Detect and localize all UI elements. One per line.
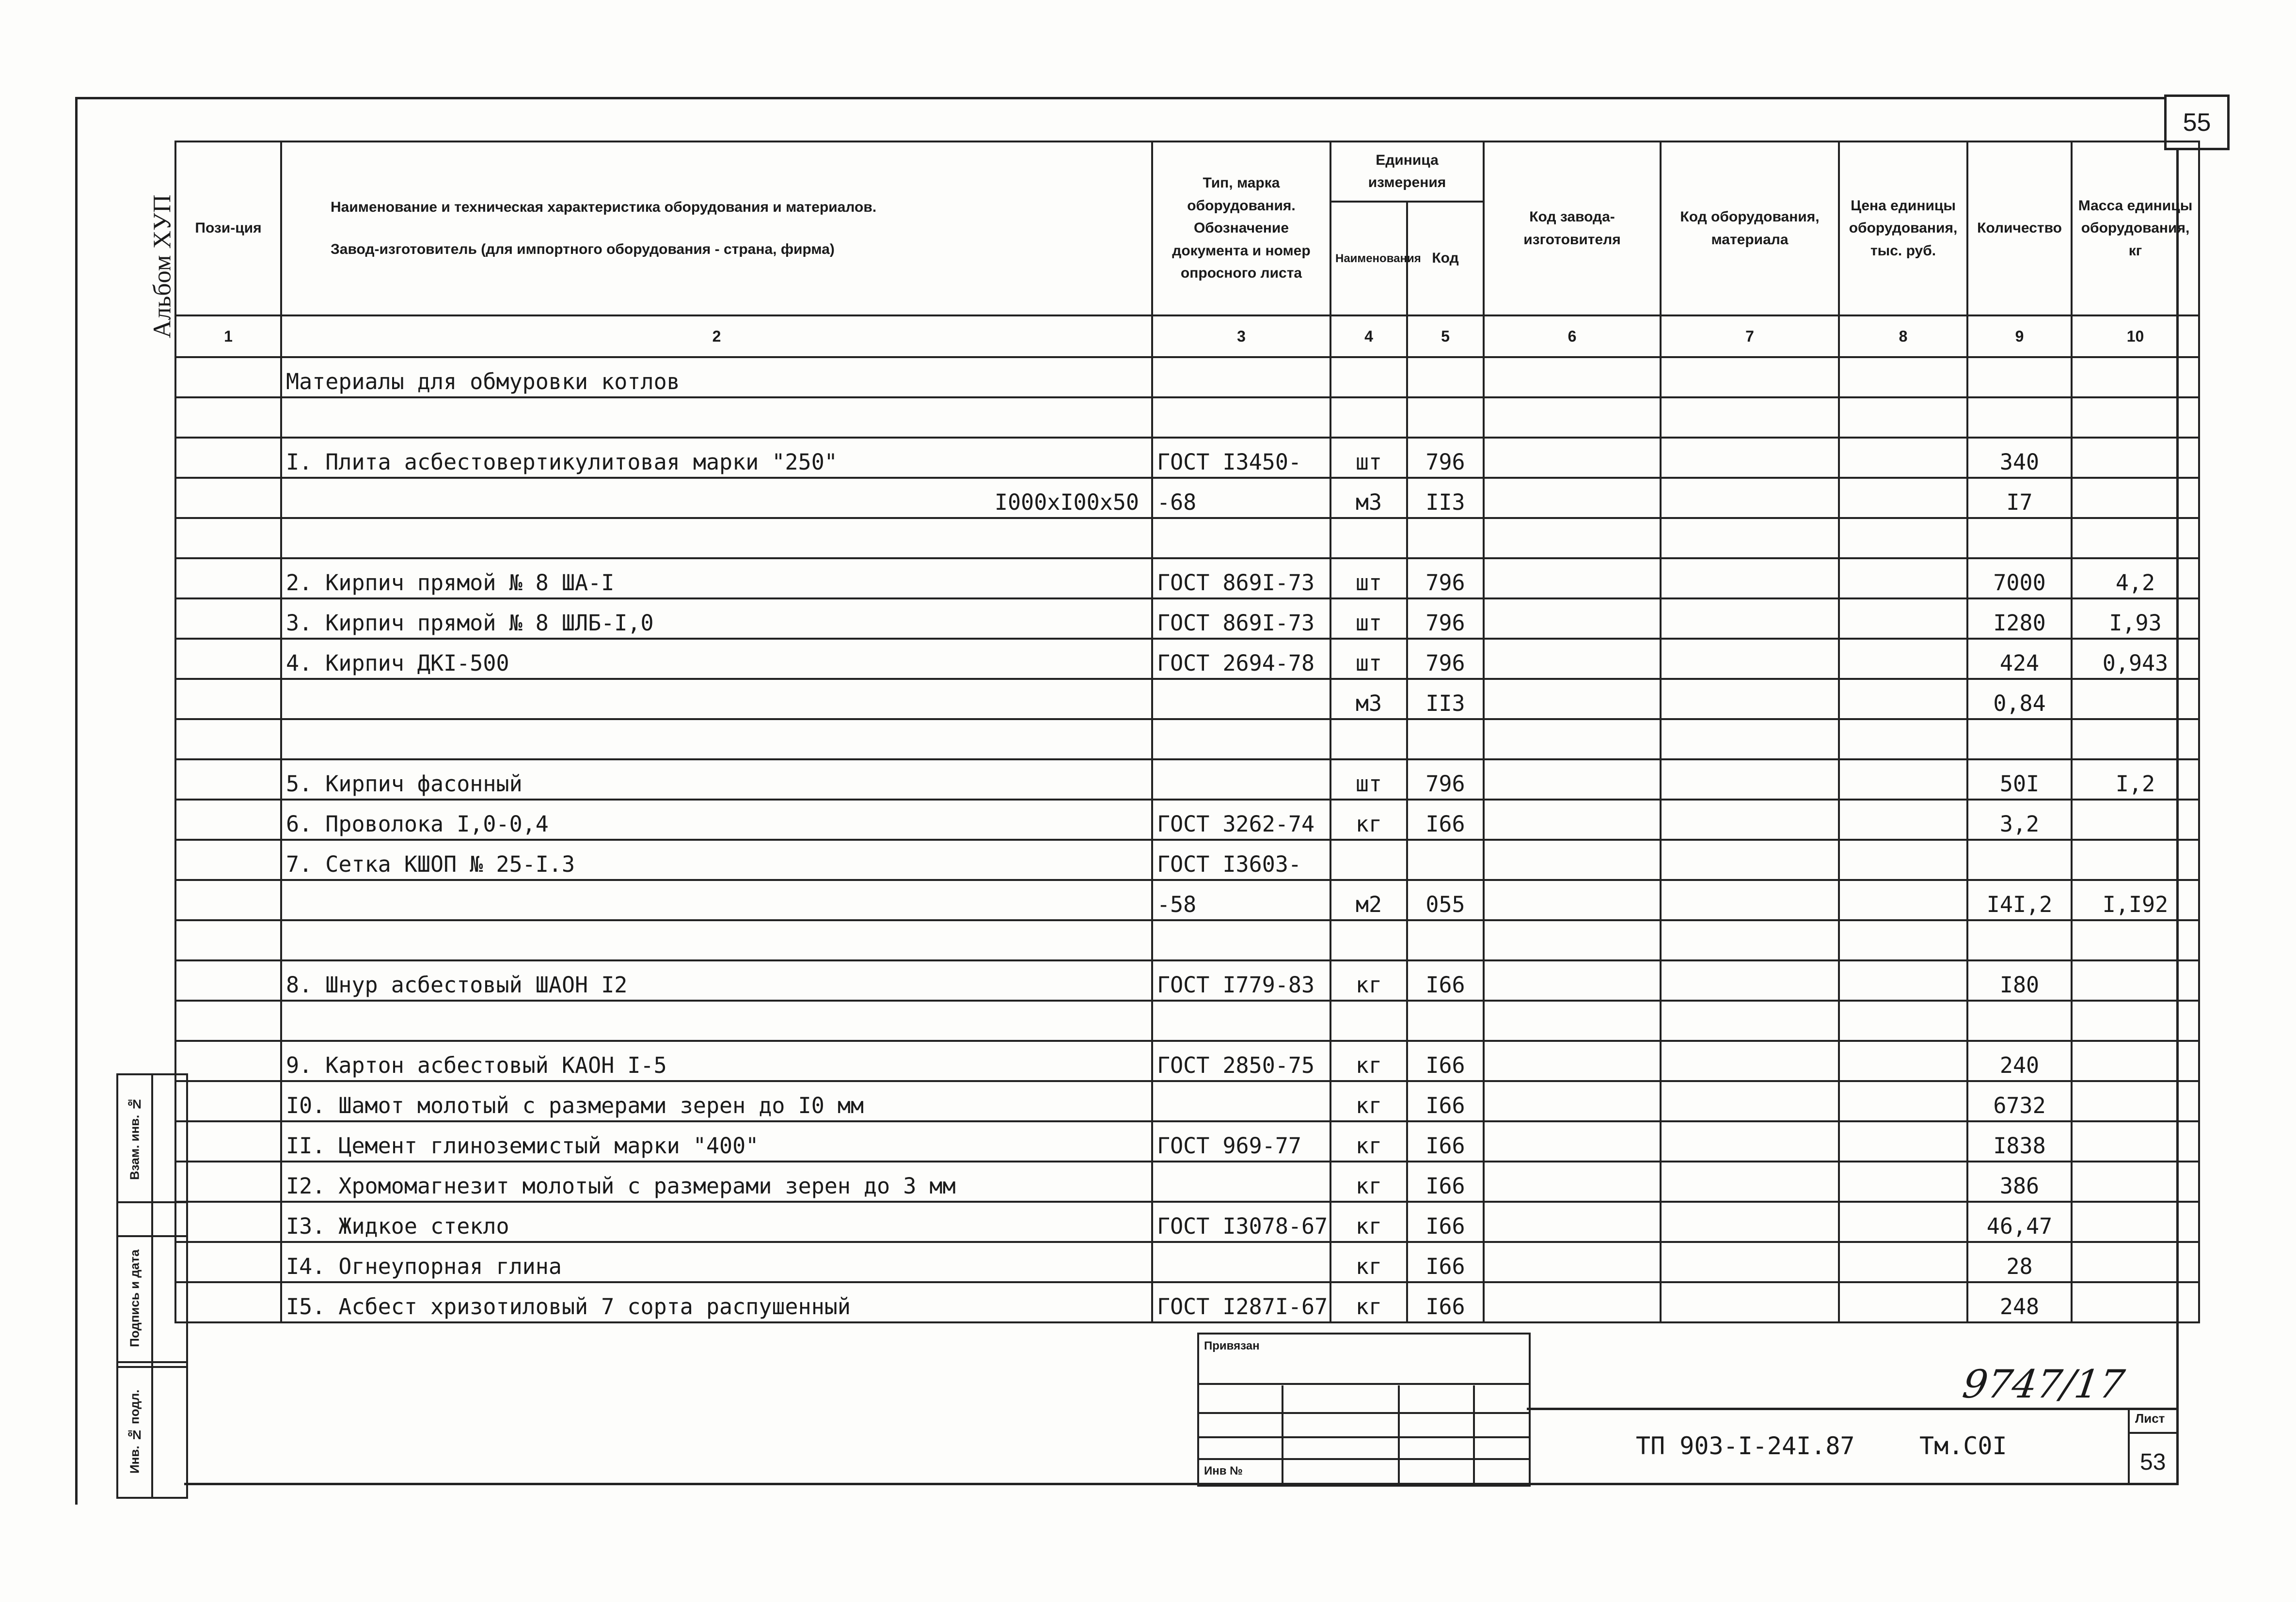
price-cell (1839, 1162, 1967, 1202)
plant-code-cell (1484, 1121, 1661, 1162)
header-name-line1: Наименование и техническая характеристика оборудования и материалов. (331, 199, 877, 215)
position-cell (175, 880, 281, 920)
equipment-code-cell (1661, 840, 1839, 880)
item-unit (1330, 719, 1407, 759)
item-quantity: 7000 (1967, 558, 2072, 598)
item-name: I0. Шамот молотый с размерами зерен до I0 мм (281, 1081, 1152, 1121)
item-mass (2072, 1121, 2199, 1162)
item-name: 3. Кирпич прямой № 8 ШЛБ-I,0 (281, 598, 1152, 639)
item-mass (2072, 920, 2199, 960)
item-quantity: I838 (1967, 1121, 2072, 1162)
item-quantity (1967, 1001, 2072, 1041)
item-unit: кг (1330, 1162, 1407, 1202)
page-number: 55 (2164, 94, 2230, 150)
item-name (281, 1001, 1152, 1041)
item-quantity: 386 (1967, 1162, 2072, 1202)
item-standard: ГОСТ 3262-74 (1152, 800, 1330, 840)
item-name: 6. Проволока I,0-0,4 (281, 800, 1152, 840)
plant-code-cell (1484, 960, 1661, 1001)
price-cell (1839, 1282, 1967, 1322)
item-quantity: 50I (1967, 759, 2072, 800)
equipment-code-cell (1661, 880, 1839, 920)
item-name: I. Плита асбестовертикулитовая марки "250" (281, 438, 1152, 478)
item-quantity: 424 (1967, 639, 2072, 679)
item-name (281, 397, 1152, 438)
item-name: 8. Шнур асбестовый ШАОН I2 (281, 960, 1152, 1001)
position-cell (175, 639, 281, 679)
item-unit: кг (1330, 960, 1407, 1001)
header-equipment-code: Код оборудования, материала (1661, 141, 1839, 315)
item-standard: ГОСТ I3078-67 (1152, 1202, 1330, 1242)
item-quantity: 248 (1967, 1282, 2072, 1322)
equipment-code-cell (1661, 518, 1839, 558)
position-cell (175, 800, 281, 840)
item-quantity: 3,2 (1967, 800, 2072, 840)
col-number: 9 (1967, 315, 2072, 357)
position-cell (175, 558, 281, 598)
position-cell (175, 1081, 281, 1121)
item-unit-code: II3 (1407, 679, 1484, 719)
table-row (175, 800, 2199, 840)
plant-code-cell (1484, 558, 1661, 598)
item-unit (1330, 397, 1407, 438)
price-cell (1839, 840, 1967, 880)
table-row (175, 438, 2199, 478)
item-unit-code: I66 (1407, 960, 1484, 1001)
replace-inv-label: Взам. инв. № (127, 1097, 142, 1180)
item-name: II. Цемент глиноземистый марки "400" (281, 1121, 1152, 1162)
position-cell (175, 397, 281, 438)
item-standard: ГОСТ 869I-73 (1152, 598, 1330, 639)
price-cell (1839, 920, 1967, 960)
item-unit-code (1407, 920, 1484, 960)
equipment-code-cell (1661, 1121, 1839, 1162)
table-row (175, 679, 2199, 719)
table-row (175, 1081, 2199, 1121)
section-row (175, 357, 2199, 397)
item-quantity: 28 (1967, 1242, 2072, 1282)
item-name (281, 920, 1152, 960)
item-mass (2072, 438, 2199, 478)
item-quantity: I280 (1967, 598, 2072, 639)
binding-label: Привязан (1204, 1339, 1260, 1352)
item-standard (1152, 518, 1330, 558)
item-unit-code: I66 (1407, 1242, 1484, 1282)
item-unit: кг (1330, 1081, 1407, 1121)
item-mass (2072, 1282, 2199, 1322)
item-unit-code: II3 (1407, 478, 1484, 518)
item-unit-code: 055 (1407, 880, 1484, 920)
header-unit-code: Код (1407, 202, 1484, 315)
item-unit: кг (1330, 1202, 1407, 1242)
equipment-code-cell (1661, 1041, 1839, 1081)
item-quantity: 0,84 (1967, 679, 2072, 719)
plant-code-cell (1484, 880, 1661, 920)
plant-code-cell (1484, 1001, 1661, 1041)
item-unit-code (1407, 1001, 1484, 1041)
position-cell (175, 1001, 281, 1041)
item-standard: ГОСТ 2850-75 (1152, 1041, 1330, 1081)
header-plant-code: Код завода-изготовителя (1484, 141, 1661, 315)
item-name: 4. Кирпич ДКI-500 (281, 639, 1152, 679)
item-unit: кг (1330, 1121, 1407, 1162)
item-mass: 4,2 (2072, 558, 2199, 598)
price-cell (1839, 880, 1967, 920)
item-name: 5. Кирпич фасонный (281, 759, 1152, 800)
header-unit-name: Наименования (1330, 202, 1407, 315)
album-label: Альбом ХУП (148, 194, 176, 339)
table-row (175, 639, 2199, 679)
table-row (175, 1282, 2199, 1322)
item-unit-code (1407, 840, 1484, 880)
item-quantity (1967, 719, 2072, 759)
price-cell (1839, 719, 1967, 759)
item-standard (1152, 1242, 1330, 1282)
plant-code-cell (1484, 438, 1661, 478)
price-cell (1839, 679, 1967, 719)
item-unit-code: 796 (1407, 438, 1484, 478)
item-standard: ГОСТ I3450- (1152, 438, 1330, 478)
plant-code-cell (1484, 719, 1661, 759)
sheet-number: 53 (2140, 1449, 2166, 1475)
item-quantity: 6732 (1967, 1081, 2072, 1121)
col-number: 6 (1484, 315, 1661, 357)
plant-code-cell (1484, 518, 1661, 558)
equipment-code-cell (1661, 1081, 1839, 1121)
item-mass: I,93 (2072, 598, 2199, 639)
position-cell (175, 1242, 281, 1282)
header-name (281, 141, 1152, 315)
equipment-code-cell (1661, 800, 1839, 840)
item-unit (1330, 840, 1407, 880)
item-standard: ГОСТ 869I-73 (1152, 558, 1330, 598)
position-cell (175, 1202, 281, 1242)
item-name (281, 518, 1152, 558)
item-name: I000xI00x50 (281, 478, 1152, 518)
equipment-code-cell (1661, 920, 1839, 960)
item-name (281, 719, 1152, 759)
table-row (175, 840, 2199, 880)
equipment-code-cell (1661, 558, 1839, 598)
item-unit-code: I66 (1407, 1162, 1484, 1202)
binding-stamp (1197, 1333, 1531, 1487)
item-unit-code: 796 (1407, 639, 1484, 679)
item-name: I3. Жидкое стекло (281, 1202, 1152, 1242)
col-number: 1 (175, 315, 281, 357)
price-cell (1839, 1001, 1967, 1041)
bottom-border (184, 1483, 2176, 1485)
table-row (175, 719, 2199, 759)
specification-table (174, 141, 2200, 1323)
item-quantity (1967, 518, 2072, 558)
equipment-code-cell (1661, 1001, 1839, 1041)
col-number: 5 (1407, 315, 1484, 357)
col-number: 3 (1152, 315, 1330, 357)
header-mass: Масса единицы оборудования, кг (2072, 141, 2199, 315)
item-mass (2072, 518, 2199, 558)
item-unit: шт (1330, 438, 1407, 478)
position-cell (175, 1282, 281, 1322)
plant-code-cell (1484, 1282, 1661, 1322)
table-row (175, 558, 2199, 598)
document-suffix: Тм.С0I (1919, 1432, 2007, 1460)
table-row (175, 598, 2199, 639)
column-numbers-row (175, 315, 2199, 357)
price-cell (1839, 1202, 1967, 1242)
price-cell (1839, 759, 1967, 800)
item-unit: шт (1330, 598, 1407, 639)
price-cell (1839, 598, 1967, 639)
inv-label: Инв № (1204, 1464, 1243, 1477)
item-name (281, 880, 1152, 920)
table-row (175, 1242, 2199, 1282)
equipment-code-cell (1661, 1162, 1839, 1202)
item-unit (1330, 518, 1407, 558)
col-number: 8 (1839, 315, 1967, 357)
item-unit: м3 (1330, 679, 1407, 719)
item-quantity (1967, 840, 2072, 880)
item-standard (1152, 1081, 1330, 1121)
item-unit: кг (1330, 1242, 1407, 1282)
equipment-code-cell (1661, 639, 1839, 679)
item-unit-code: I66 (1407, 800, 1484, 840)
table-row (175, 518, 2199, 558)
col-number: 7 (1661, 315, 1839, 357)
equipment-code-cell (1661, 960, 1839, 1001)
item-standard: -68 (1152, 478, 1330, 518)
position-cell (175, 920, 281, 960)
equipment-code-cell (1661, 438, 1839, 478)
equipment-code-cell (1661, 1242, 1839, 1282)
item-mass (2072, 1162, 2199, 1202)
header-position: Пози-ция (175, 141, 281, 315)
item-quantity: I7 (1967, 478, 2072, 518)
item-mass: I,I92 (2072, 880, 2199, 920)
equipment-code-cell (1661, 1202, 1839, 1242)
item-quantity: I4I,2 (1967, 880, 2072, 920)
price-cell (1839, 397, 1967, 438)
equipment-code-cell (1661, 759, 1839, 800)
table-row (175, 1001, 2199, 1041)
item-mass (2072, 840, 2199, 880)
plant-code-cell (1484, 759, 1661, 800)
item-mass (2072, 960, 2199, 1001)
item-mass (2072, 719, 2199, 759)
price-cell (1839, 518, 1967, 558)
item-standard (1152, 1001, 1330, 1041)
position-cell (175, 478, 281, 518)
item-unit: шт (1330, 639, 1407, 679)
plant-code-cell (1484, 397, 1661, 438)
item-quantity: 340 (1967, 438, 2072, 478)
price-cell (1839, 1041, 1967, 1081)
item-unit-code: I66 (1407, 1282, 1484, 1322)
table-row (175, 960, 2199, 1001)
table-row (175, 759, 2199, 800)
plant-code-cell (1484, 679, 1661, 719)
plant-code-cell (1484, 1242, 1661, 1282)
price-cell (1839, 1121, 1967, 1162)
item-standard (1152, 719, 1330, 759)
item-standard (1152, 1162, 1330, 1202)
item-mass (2072, 1041, 2199, 1081)
item-unit-code (1407, 719, 1484, 759)
item-standard: ГОСТ 2694-78 (1152, 639, 1330, 679)
item-quantity: I80 (1967, 960, 2072, 1001)
plant-code-cell (1484, 598, 1661, 639)
item-quantity: 240 (1967, 1041, 2072, 1081)
item-standard (1152, 759, 1330, 800)
col-number: 4 (1330, 315, 1407, 357)
plant-code-cell (1484, 478, 1661, 518)
item-mass (2072, 1081, 2199, 1121)
item-unit-code (1407, 397, 1484, 438)
item-unit-code: I66 (1407, 1121, 1484, 1162)
item-name: I4. Огнеупорная глина (281, 1242, 1152, 1282)
section-title: Материалы для обмуровки котлов (281, 357, 1152, 397)
header-quantity: Количество (1967, 141, 2072, 315)
item-unit: м3 (1330, 478, 1407, 518)
item-standard: ГОСТ I3603- (1152, 840, 1330, 880)
item-unit: шт (1330, 558, 1407, 598)
signature-date-label: Подпись и дата (127, 1249, 142, 1347)
item-name: I5. Асбест хризотиловый 7 сорта распушенный (281, 1282, 1152, 1322)
item-unit (1330, 920, 1407, 960)
position-cell (175, 1162, 281, 1202)
equipment-code-cell (1661, 719, 1839, 759)
position-cell (175, 1041, 281, 1081)
plant-code-cell (1484, 800, 1661, 840)
handwritten-number: 9747/17 (1960, 1362, 2127, 1407)
position-cell (175, 679, 281, 719)
price-cell (1839, 960, 1967, 1001)
header-unit: Единица измерения (1330, 141, 1484, 202)
equipment-code-cell (1661, 679, 1839, 719)
table-row (175, 1121, 2199, 1162)
table-row (175, 478, 2199, 518)
plant-code-cell (1484, 639, 1661, 679)
table-row (175, 1041, 2199, 1081)
sheet-label: Лист (2135, 1411, 2165, 1426)
plant-code-cell (1484, 1162, 1661, 1202)
item-unit: шт (1330, 759, 1407, 800)
table-row (175, 880, 2199, 920)
item-standard (1152, 397, 1330, 438)
item-mass (2072, 478, 2199, 518)
table-row (175, 1202, 2199, 1242)
plant-code-cell (1484, 840, 1661, 880)
table-row (175, 397, 2199, 438)
position-cell (175, 719, 281, 759)
item-standard: -58 (1152, 880, 1330, 920)
item-quantity: 46,47 (1967, 1202, 2072, 1242)
item-unit-code: 796 (1407, 598, 1484, 639)
position-cell (175, 438, 281, 478)
item-quantity (1967, 397, 2072, 438)
item-mass (2072, 1202, 2199, 1242)
equipment-code-cell (1661, 397, 1839, 438)
position-cell (175, 840, 281, 880)
item-mass (2072, 1001, 2199, 1041)
item-standard (1152, 920, 1330, 960)
item-name: I2. Хромомагнезит молотый с размерами зерен до 3 мм (281, 1162, 1152, 1202)
item-unit: кг (1330, 1282, 1407, 1322)
position-cell (175, 759, 281, 800)
document-code: ТП 903-I-24I.87 (1636, 1432, 1855, 1460)
item-unit-code: I66 (1407, 1202, 1484, 1242)
item-name: 2. Кирпич прямой № 8 ША-I (281, 558, 1152, 598)
equipment-code-cell (1661, 478, 1839, 518)
item-mass: I,2 (2072, 759, 2199, 800)
item-mass (2072, 800, 2199, 840)
item-name: 9. Картон асбестовый КАОН I-5 (281, 1041, 1152, 1081)
item-standard: ГОСТ 969-77 (1152, 1121, 1330, 1162)
price-cell (1839, 1242, 1967, 1282)
position-cell (175, 518, 281, 558)
original-inv-label: Инв. № подл. (127, 1389, 142, 1474)
item-unit-code: 796 (1407, 558, 1484, 598)
price-cell (1839, 558, 1967, 598)
col-number: 10 (2072, 315, 2199, 357)
item-unit (1330, 1001, 1407, 1041)
price-cell (1839, 438, 1967, 478)
item-name (281, 679, 1152, 719)
header-type: Тип, марка оборудования. Обозначение документа и номер опросного листа (1152, 141, 1330, 315)
table-row (175, 1162, 2199, 1202)
plant-code-cell (1484, 1202, 1661, 1242)
price-cell (1839, 1081, 1967, 1121)
plant-code-cell (1484, 920, 1661, 960)
col-number: 2 (281, 315, 1152, 357)
item-unit-code: I66 (1407, 1041, 1484, 1081)
side-stamp (116, 1073, 188, 1499)
table-row (175, 920, 2199, 960)
item-unit-code (1407, 518, 1484, 558)
item-unit-code: 796 (1407, 759, 1484, 800)
plant-code-cell (1484, 1041, 1661, 1081)
item-standard: ГОСТ I287I-67 (1152, 1282, 1330, 1322)
item-unit-code: I66 (1407, 1081, 1484, 1121)
item-name: 7. Сетка КШОП № 25-I.3 (281, 840, 1152, 880)
plant-code-cell (1484, 1081, 1661, 1121)
position-cell (175, 960, 281, 1001)
item-standard: ГОСТ I779-83 (1152, 960, 1330, 1001)
item-unit: кг (1330, 1041, 1407, 1081)
item-mass (2072, 679, 2199, 719)
item-mass (2072, 397, 2199, 438)
item-mass (2072, 1242, 2199, 1282)
position-cell (175, 1121, 281, 1162)
equipment-code-cell (1661, 1282, 1839, 1322)
item-standard (1152, 679, 1330, 719)
equipment-code-cell (1661, 598, 1839, 639)
header-name-line2: Завод-изготовитель (для импортного оборудования - страна, фирма) (331, 241, 835, 257)
position-cell (175, 598, 281, 639)
item-quantity (1967, 920, 2072, 960)
item-mass: 0,943 (2072, 639, 2199, 679)
item-unit: кг (1330, 800, 1407, 840)
price-cell (1839, 800, 1967, 840)
header-price: Цена единицы оборудования, тыс. руб. (1839, 141, 1967, 315)
title-block-line (1527, 1408, 2176, 1410)
price-cell (1839, 639, 1967, 679)
item-unit: м2 (1330, 880, 1407, 920)
price-cell (1839, 478, 1967, 518)
